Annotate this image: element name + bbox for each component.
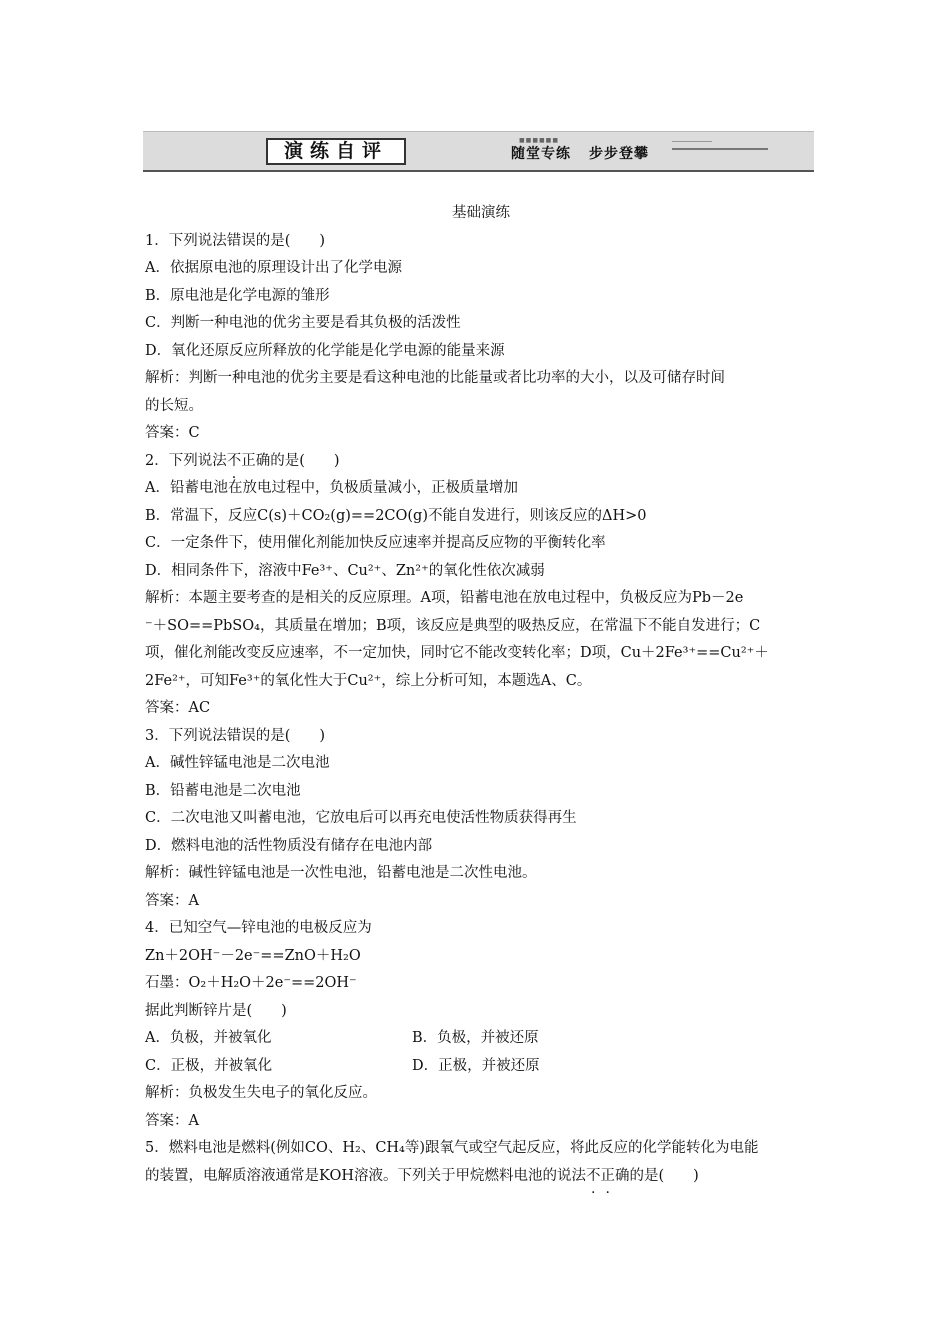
q3-option-c: C．二次电池又叫蓄电池，它放电后可以再充电使活性物质获得再生 [145, 810, 577, 826]
q1-stem: 1．下列说法错误的是( ) [145, 232, 326, 249]
q4-question: 据此判断锌片是( ) [145, 1002, 287, 1019]
q5-stem-pre: 的装置，电解质溶液通常是KOH溶液。下列关于甲烷燃料电池的说法 [145, 1167, 586, 1184]
q2-analysis-line: 2Fe²⁺，可知Fe³⁺的氧化性大于Cu²⁺，综上分析可知，本题选A、C。 [145, 672, 592, 689]
q5-stem-post: 确的是( ) [614, 1167, 699, 1184]
q3-answer: 答案：A [145, 892, 199, 909]
q2-analysis-line: 解析：本题主要考查的是相关的反应原理。A项，铅蓄电池在放电过程中，负极反应为Pb－2e [145, 590, 744, 606]
q4-option-b: B．负极，并被还原 [412, 1030, 539, 1046]
banner-title: 演练自评 [266, 138, 406, 165]
q4-option-a: A．负极，并被氧化 [145, 1030, 272, 1046]
q5-stem-emphasis: 不 [585, 1167, 601, 1184]
q2-option-b: B．常温下，反应C(s)＋CO₂(g)==2CO(g)不能自发进行，则该反应的ΔH>0 [145, 507, 647, 524]
q2-stem-pre: 2．下列说法 [145, 452, 227, 469]
q2-option-c: C．一定条件下，使用催化剂能加快反应速率并提高反应物的平衡转化率 [145, 535, 606, 551]
q2-analysis-line: ⁻＋SO==PbSO₄，其质量在增加；B项，该反应是典型的吸热反应，在常温下不能自发进行；C [145, 617, 761, 634]
q4-stem: 4．已知空气—锌电池的电极反应为 [145, 920, 372, 936]
q2-stem-emphasis: 不 [226, 452, 242, 469]
q4-equation-zinc: Zn＋2OH⁻－2e⁻==ZnO＋H₂O [145, 947, 361, 964]
q5-stem-line [145, 1163, 817, 1191]
q2-option-a: A．铅蓄电池在放电过程中，负极质量减小，正极质量增加 [145, 480, 518, 496]
banner-underline [143, 170, 814, 172]
q2-option-d: D．相同条件下，溶液中Fe³⁺、Cu²⁺、Zn²⁺的氧化性依次减弱 [145, 562, 545, 579]
banner-dots-decoration: ■■■■■■ [519, 137, 560, 144]
section-banner [143, 131, 814, 170]
q3-option-a: A．碱性锌锰电池是二次电池 [145, 755, 330, 771]
q4-equation-graphite: 石墨：O₂＋H₂O＋2e⁻==2OH⁻ [145, 975, 357, 991]
q1-option-c: C．判断一种电池的优劣主要是看其负极的活泼性 [145, 315, 461, 331]
q2-answer: 答案：AC [145, 700, 211, 716]
q4-option-d: D．正极，并被还原 [412, 1057, 540, 1074]
q2-stem-post: 正确的是( ) [241, 452, 340, 469]
section-title: 基础演练 [452, 205, 510, 221]
q3-option-d: D．燃料电池的活性物质没有储存在电池内部 [145, 837, 433, 854]
q1-analysis-line: 解析：判断一种电池的优劣主要是看这种电池的比能量或者比功率的大小，以及可储存时间 [145, 370, 725, 386]
q2-stem [145, 448, 817, 476]
banner-subtitle [511, 143, 667, 163]
q1-option-a: A．依据原电池的原理设计出了化学电源 [145, 260, 402, 276]
q2-analysis-line: 项，催化剂能改变反应速率，不一定加快，同时它不能改变转化率；D项，Cu＋2Fe³⁺==Cu²⁺＋ [145, 645, 769, 661]
q5-stem-line: 5．燃料电池是燃料(例如CO、H₂、CH₄等)跟氧气或空气起反应，将此反应的化学能转化为电能 [145, 1140, 759, 1156]
banner-tail-line-thin [672, 141, 712, 142]
banner-subtitle-left: 随堂专练 [511, 146, 571, 162]
q4-options-row [145, 1025, 817, 1053]
q4-options-row [145, 1053, 817, 1081]
q3-analysis: 解析：碱性锌锰电池是一次性电池，铅蓄电池是二次性电池。 [145, 865, 537, 881]
document-body [145, 200, 817, 1190]
q4-answer: 答案：A [145, 1112, 199, 1129]
q4-analysis: 解析：负极发生失电子的氧化反应。 [145, 1085, 377, 1101]
banner-tail-line [672, 148, 768, 150]
q3-stem: 3．下列说法错误的是( ) [145, 727, 326, 744]
q1-answer: 答案：C [145, 425, 200, 441]
q3-option-b: B．铅蓄电池是二次电池 [145, 782, 301, 799]
q1-option-b: B．原电池是化学电源的雏形 [145, 287, 330, 304]
q1-option-d: D．氧化还原反应所释放的化学能是化学电源的能量来源 [145, 342, 505, 359]
q5-stem-emphasis: 正 [600, 1167, 615, 1184]
q1-analysis-line: 的长短。 [145, 397, 203, 414]
q4-option-c: C．正极，并被氧化 [145, 1057, 273, 1074]
banner-subtitle-right: 步步登攀 [589, 146, 649, 162]
